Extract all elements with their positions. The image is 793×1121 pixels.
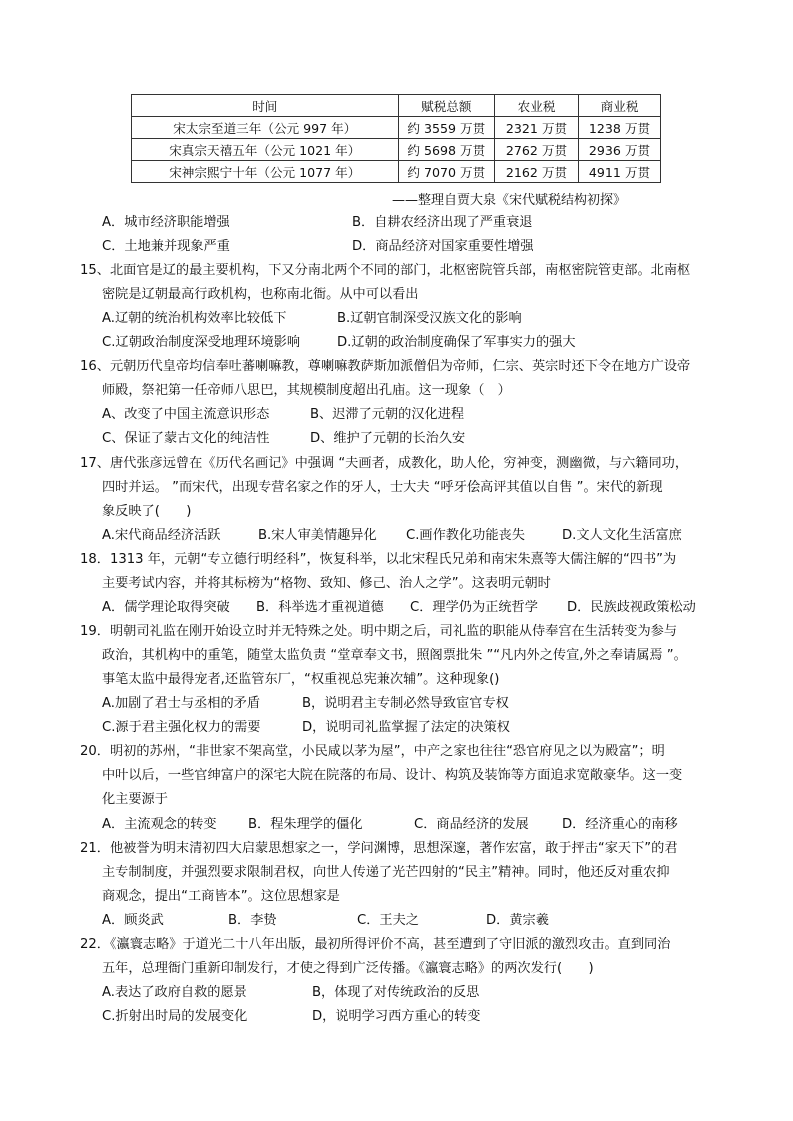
question-22-text: 22．《瀛寰志略》于道光二十八年出版，最初所得评价不高，甚至遭到了守旧派的激烈攻击。直到同治	[80, 937, 671, 952]
question-17-text: 象反映了( )	[102, 504, 192, 519]
question-17-text: 17、唐代张彦远曾在《历代名画记》中强调 “夫画者，成教化，助人伦，穷神变，测幽微，与六籍同功，	[80, 456, 689, 471]
question-17-text: 四时并运。 ”而宋代，出现专营名家之作的牙人，士大夫 “呼牙侩高评其值以自售 ”。宋代的新现	[102, 480, 663, 495]
option-b: B.宋人审美情趣异化	[258, 528, 377, 543]
question-16-text: 16、元朝历代皇帝均信奉吐蕃喇嘛教，尊喇嘛教萨斯加派僧侣为帝师，仁宗、英宗时还下令在地方广设帝	[80, 359, 691, 374]
option-b: B，体现了对传统政治的反思	[312, 985, 480, 1000]
option-a: A．城市经济职能增强	[102, 215, 230, 230]
table-cell: 2321 万贯	[495, 117, 579, 139]
option-b: B．自耕农经济出现了严重衰退	[352, 215, 533, 230]
option-a: A.宋代商品经济活跃	[102, 528, 221, 543]
question-16-text: 师殿，祭祀第一任帝师八思巴，其规模制度超出孔庙。这一现象（ ）	[102, 383, 511, 398]
option-a: A．顾炎武	[102, 913, 164, 928]
option-c: C．商品经济的发展	[414, 817, 529, 832]
question-19-text: 19．明朝司礼监在刚开始设立时并无特殊之处。明中期之后，司礼监的职能从侍奉宫在生活转变为参与	[80, 624, 678, 639]
question-22-text: 五年，总理衙门重新印制发行，才使之得到广泛传播。《瀛寰志略》的两次发行( )	[102, 961, 594, 976]
option-b: B.辽朝官制深受汉族文化的影响	[337, 311, 522, 326]
question-20-text: 化主要源于	[102, 792, 168, 807]
option-d: D.辽朝的政治制度确保了军事实力的强大	[337, 335, 576, 350]
option-c: C．土地兼并现象严重	[102, 239, 230, 254]
question-21-text: 主专制制度，并强烈要求限制君权，向世人传递了光芒四射的“民主”精神。同时，他还反对重农抑	[102, 865, 670, 880]
option-a: A、改变了中国主流意识形态	[102, 407, 270, 422]
table-cell: 4911 万贯	[579, 161, 661, 183]
question-15-text: 密院是辽朝最高行政机构，也称南北衙。从中可以看出	[102, 287, 419, 302]
option-a: A．儒学理论取得突破	[102, 600, 230, 615]
option-b: B．李贽	[228, 913, 277, 928]
table-cell: 2762 万贯	[495, 139, 579, 161]
option-d: D.文人文化生活富庶	[562, 528, 682, 543]
option-c: C.折射出时局的发展变化	[102, 1009, 248, 1024]
question-18-text: 18．1313 年，元朝“专立德行明经科”，恢复科举，以北宋程氏兄弟和南宋朱熹等大儒注解的“四书”为	[80, 552, 677, 567]
table-cell: 宋真宗天禧五年（公元 1021 年）	[132, 139, 399, 161]
question-19-text: 政治，其机构中的重笔，随堂太监负责 “堂章奉文书，照阁票批朱 ”“凡内外之传宣,外之奉请属焉 ”。	[102, 648, 687, 663]
option-a: A.辽朝的统治机构效率比较低下	[102, 311, 287, 326]
option-a: A.表达了政府自救的愿景	[102, 985, 247, 1000]
option-c: C．王夫之	[357, 913, 419, 928]
table-header-row	[132, 95, 661, 117]
table-source: ——整理自贾大泉《宋代赋税结构初探》	[392, 193, 627, 208]
table-row	[132, 117, 661, 139]
table-cell: 约 3559 万贯	[398, 117, 494, 139]
option-c: C.画作教化功能丧失	[406, 528, 525, 543]
option-b: B、迟滞了元朝的汉化进程	[310, 407, 465, 422]
option-c: C、保证了蒙古文化的纯洁性	[102, 431, 270, 446]
question-20-text: 中叶以后，一些官绅富户的深宅大院在院落的布局、设计、构筑及装饰等方面追求宽敞豪华。这一变	[102, 768, 683, 783]
option-c: C.辽朝政治制度深受地理环境影响	[102, 335, 301, 350]
question-20-text: 20．明初的苏州，“非世家不架高堂，小民咸以茅为屋”，中产之家也往往“恐官府见之以为殿富”；明	[80, 744, 665, 759]
tax-table	[131, 94, 661, 183]
option-d: D．黄宗羲	[486, 913, 549, 928]
option-c: C．理学仍为正统哲学	[410, 600, 538, 615]
table-cell: 宋太宗至道三年（公元 997 年）	[132, 117, 399, 139]
question-19-text: 事笔太监中最得宠者,还监管东厂，“权重视总宪兼次辅”。这种现象()	[102, 672, 500, 687]
table-cell: 约 7070 万贯	[398, 161, 494, 183]
header-cell: 农业税	[495, 95, 579, 117]
table-row	[132, 161, 661, 183]
option-d: D．经济重心的南移	[562, 817, 678, 832]
header-cell: 时间	[132, 95, 399, 117]
table-cell: 2936 万贯	[579, 139, 661, 161]
option-d: D，说明司礼监掌握了法定的决策权	[302, 720, 510, 735]
question-15-text: 15、北面官是辽的最主要机构，下又分南北两个不同的部门，北枢密院管兵部，南枢密院管吏部。北南枢	[80, 263, 691, 278]
table-cell: 约 5698 万贯	[398, 139, 494, 161]
table-cell: 宋神宗熙宁十年（公元 1077 年）	[132, 161, 399, 183]
question-21-text: 21．他被誉为明末清初四大启蒙思想家之一，学问渊博，思想深邃，著作宏富，敢于抨击“家天下”的君	[80, 841, 678, 856]
option-b: B，说明君主专制必然导致宦官专权	[302, 696, 509, 711]
question-18-text: 主要考试内容，并将其标榜为“格物、致知、修己、治人之学”。这表明元朝时	[102, 576, 551, 591]
option-b: B．科举选才重视道德	[256, 600, 384, 615]
question-21-text: 商观念，提出“工商皆本”。这位思想家是	[102, 889, 340, 904]
option-d: D．商品经济对国家重要性增强	[352, 239, 534, 254]
option-a: A．主流观念的转变	[102, 817, 217, 832]
header-cell: 商业税	[579, 95, 661, 117]
option-b: B．程朱理学的僵化	[248, 817, 363, 832]
header-cell: 赋税总额	[398, 95, 494, 117]
option-d: D、维护了元朝的长治久安	[310, 431, 466, 446]
option-c: C.源于君主强化权力的需要	[102, 720, 261, 735]
table-row	[132, 139, 661, 161]
option-a: A.加剧了君士与丞相的矛盾	[102, 696, 261, 711]
table-cell: 2162 万贯	[495, 161, 579, 183]
option-d: D．民族歧视政策松动	[567, 600, 696, 615]
table-cell: 1238 万贯	[579, 117, 661, 139]
option-d: D，说明学习西方重心的转变	[312, 1009, 481, 1024]
